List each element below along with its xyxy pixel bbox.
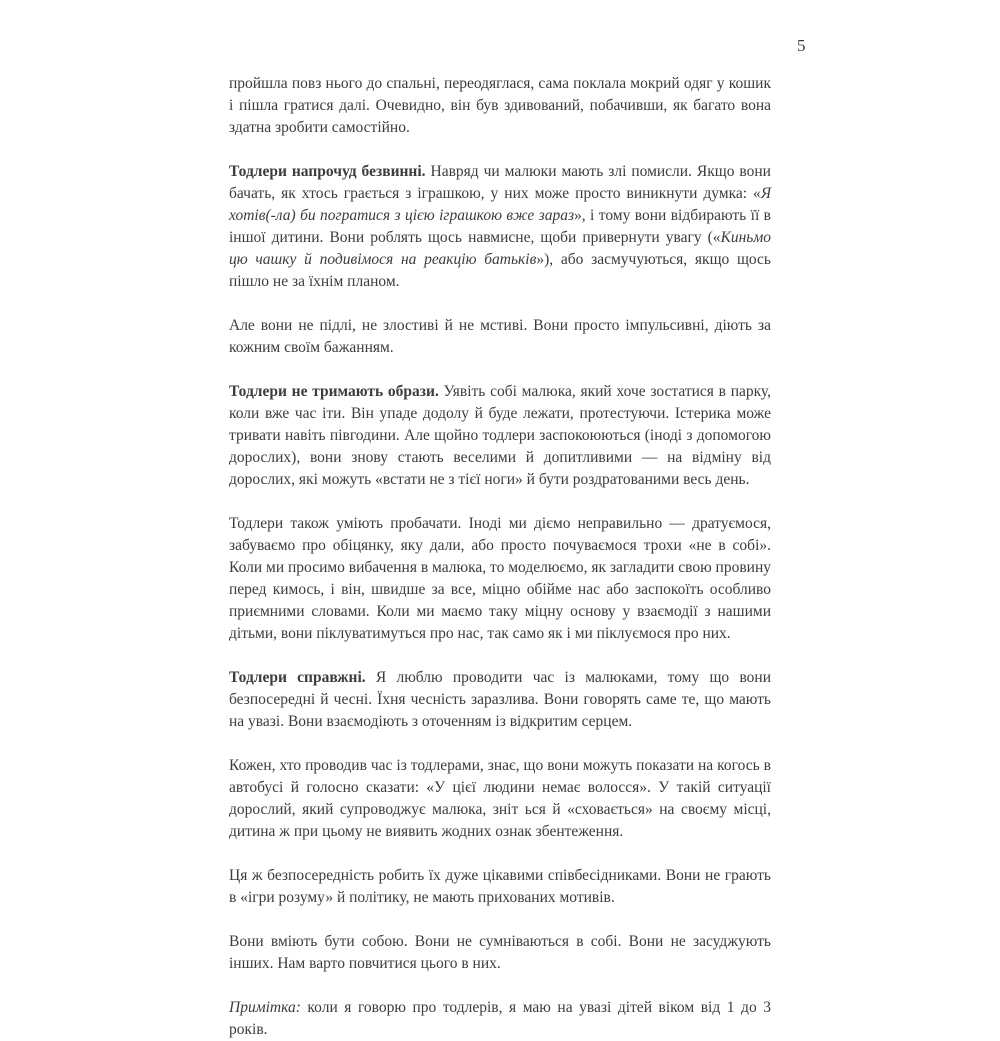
paragraph-1 bbox=[229, 73, 771, 139]
paragraph-4 bbox=[229, 381, 771, 491]
paragraph-text: », і тому вони відбирають її в іншої дитини. Вони роблять щось навмисне, щоби привернути увагу (« bbox=[229, 207, 771, 246]
paragraph-text: Уявіть собі малюка, який хоче зостатися в парку, коли вже час іти. Він упаде додолу й буде лежати, протестуючи. Істерика може тривати навіть півгодини. Але щойно тодлери заспокоюються (іноді з допомогою дорослих), вони знову стають веселими й допитливими — на відміну від дорослих, які можуть «встати не з тієї ноги» й бути роздратованими весь день. bbox=[229, 383, 772, 488]
footnote-paragraph bbox=[229, 997, 771, 1041]
footnote-label: Примітка: bbox=[229, 999, 301, 1016]
paragraph-text: Я люблю проводити час із малюками, тому що вони безпосередні й чесні. Їхня чесність заразлива. Вони говорять саме те, що мають на увазі. Вони взаємодіють з оточенням із відкритим серцем. bbox=[229, 669, 771, 730]
paragraph-text: Тодлери також уміють пробачати. Іноді ми діємо неправильно — дратуємося, забуваємо про обіцянку, яку дали, або просто почуваємося трохи «не в собі». Коли ми просимо вибачення в малюка, то моделюємо, як загладити свою провину перед кимось, і він, швидше за все, міцно обійме нас або заспокоїть особливо приємними словами. Коли ми маємо таку міцну основу у взаємодії з нашими дітьми, вони піклуватимуться про нас, так само як і ми піклуємося про них. bbox=[229, 515, 771, 642]
paragraph-text: Ця ж безпосередність робить їх дуже цікавими співбесідниками. Вони не грають в «ігри розуму» й політику, не мають прихованих мотивів. bbox=[229, 867, 771, 906]
paragraph-text: Але вони не підлі, не злостиві й не мстиві. Вони просто імпульсивні, діють за кожним своїм бажанням. bbox=[229, 317, 771, 356]
quoted-thought: Я хотів(-ла) би погратися з цією іграшкою вже зараз bbox=[229, 185, 771, 224]
quoted-thought: Киньмо цю чашку й подивімося на реакцію батьків bbox=[229, 229, 771, 268]
footnote-text: коли я говорю про тодлерів, я маю на увазі дітей віком від 1 до 3 років. bbox=[229, 999, 771, 1038]
body-text bbox=[229, 73, 771, 1041]
paragraph-8 bbox=[229, 865, 771, 909]
paragraph-lead: Тодлери справжні. bbox=[229, 669, 366, 686]
paragraph-5 bbox=[229, 513, 771, 645]
paragraph-text: Кожен, хто проводив час із тодлерами, знає, що вони можуть показати на когось в автобусі й голосно сказати: «У цієї людини немає волосся». У такій ситуації дорослий, який супроводжує малюка, зніт ься й «сховається» на своєму місці, дитина ж при цьому не виявить жодних ознак збентеження. bbox=[229, 757, 771, 840]
paragraph-3 bbox=[229, 315, 771, 359]
paragraph-text: Навряд чи малюки мають злі помисли. Якщо вони бачать, як хтось грається з іграшкою, у них може просто виникнути думка: « bbox=[229, 163, 771, 202]
paragraph-2 bbox=[229, 161, 771, 293]
paragraph-text: »), або засмучуються, якщо щось пішло не за їхнім планом. bbox=[229, 251, 771, 290]
paragraph-6 bbox=[229, 667, 771, 733]
paragraph-lead: Тодлери напрочуд безвинні. bbox=[229, 163, 426, 180]
paragraph-text: Вони вміють бути собою. Вони не сумніваються в собі. Вони не засуджують інших. Нам варто повчитися цього в них. bbox=[229, 933, 771, 972]
paragraph-lead: Тодлери не тримають образи. bbox=[229, 383, 439, 400]
paragraph-9 bbox=[229, 931, 771, 975]
paragraph-7 bbox=[229, 755, 771, 843]
page-number: 5 bbox=[797, 36, 806, 55]
paragraph-text: пройшла повз нього до спальні, переодяглася, сама поклала мокрий одяг у кошик і пішла гратися далі. Очевидно, він був здивований, побачивши, як багато вона здатна зробити самостійно. bbox=[229, 75, 771, 136]
